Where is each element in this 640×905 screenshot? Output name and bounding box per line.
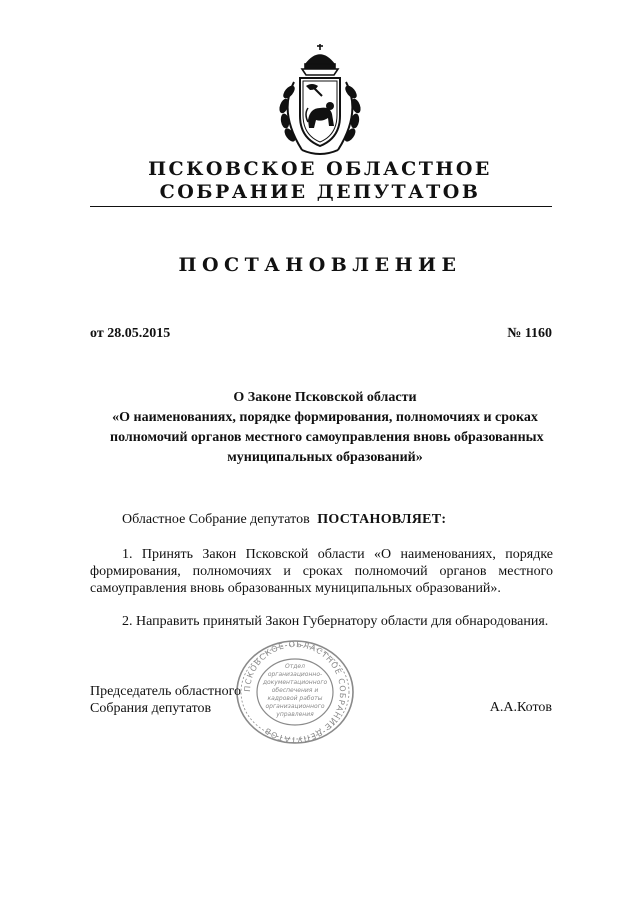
clause-1-line: 1. Принять Закон Псковской области «О наименованиях, порядке [122,547,553,562]
signer-title-line: Председатель областного [90,684,242,699]
preamble-text: Областное Собрание депутатов [122,512,310,527]
header-divider [90,206,552,207]
clause-2: 2. Направить принятый Закон Губернатору области для обнародования. [122,614,549,629]
svg-text:документационного: документационного [262,679,328,686]
signer-title [90,683,241,717]
document-number: № 1160 [507,326,552,341]
svg-text:обеспечения и: обеспечения и [271,687,319,694]
svg-text:организационно-: организационно- [267,671,323,678]
subject-line: полномочий органов местного самоуправления вновь образованных [110,430,544,445]
resolution-preamble [122,512,446,528]
clause-1-line: самоуправления вновь образованных муниципальных образований». [90,581,501,596]
document-subject [110,388,544,468]
svg-text:кадровой работы: кадровой работы [267,695,323,702]
organization-name-line2: СОБРАНИЕ ДЕПУТАТОВ [159,181,481,203]
clause-1-line: формирования, полномочиях и сроках полномочий органов местного [90,564,553,579]
signer-name: А.А.Котов [489,700,552,715]
signer-title-line: Собрания депутатов [90,701,212,716]
svg-text:организационного: организационного [265,703,325,710]
subject-line: О Законе Псковской области [233,390,417,405]
official-stamp-icon [232,636,358,748]
coat-of-arms-icon [272,42,368,160]
document-type-title: ПОСТАНОВЛЕНИЕ [178,254,462,276]
svg-text:управления: управления [276,711,314,718]
subject-line: муниципальных образований» [227,450,423,465]
svg-text:Отдел: Отдел [285,663,305,670]
svg-text:ПСКОВСКОЕ ОБЛАСТНОЕ СОБРАНИЕ Д: ПСКОВСКОЕ ОБЛАСТНОЕ СОБРАНИЕ ДЕПУТАТОВ [242,639,348,745]
subject-line: «О наименованиях, порядке формирования, полномочиях и сроках [112,410,538,425]
document-date: от 28.05.2015 [90,326,171,341]
preamble-keyword: ПОСТАНОВЛЯЕТ: [317,512,447,527]
clause-1 [90,546,553,597]
organization-name-line1: ПСКОВСКОЕ ОБЛАСТНОЕ [148,158,492,180]
